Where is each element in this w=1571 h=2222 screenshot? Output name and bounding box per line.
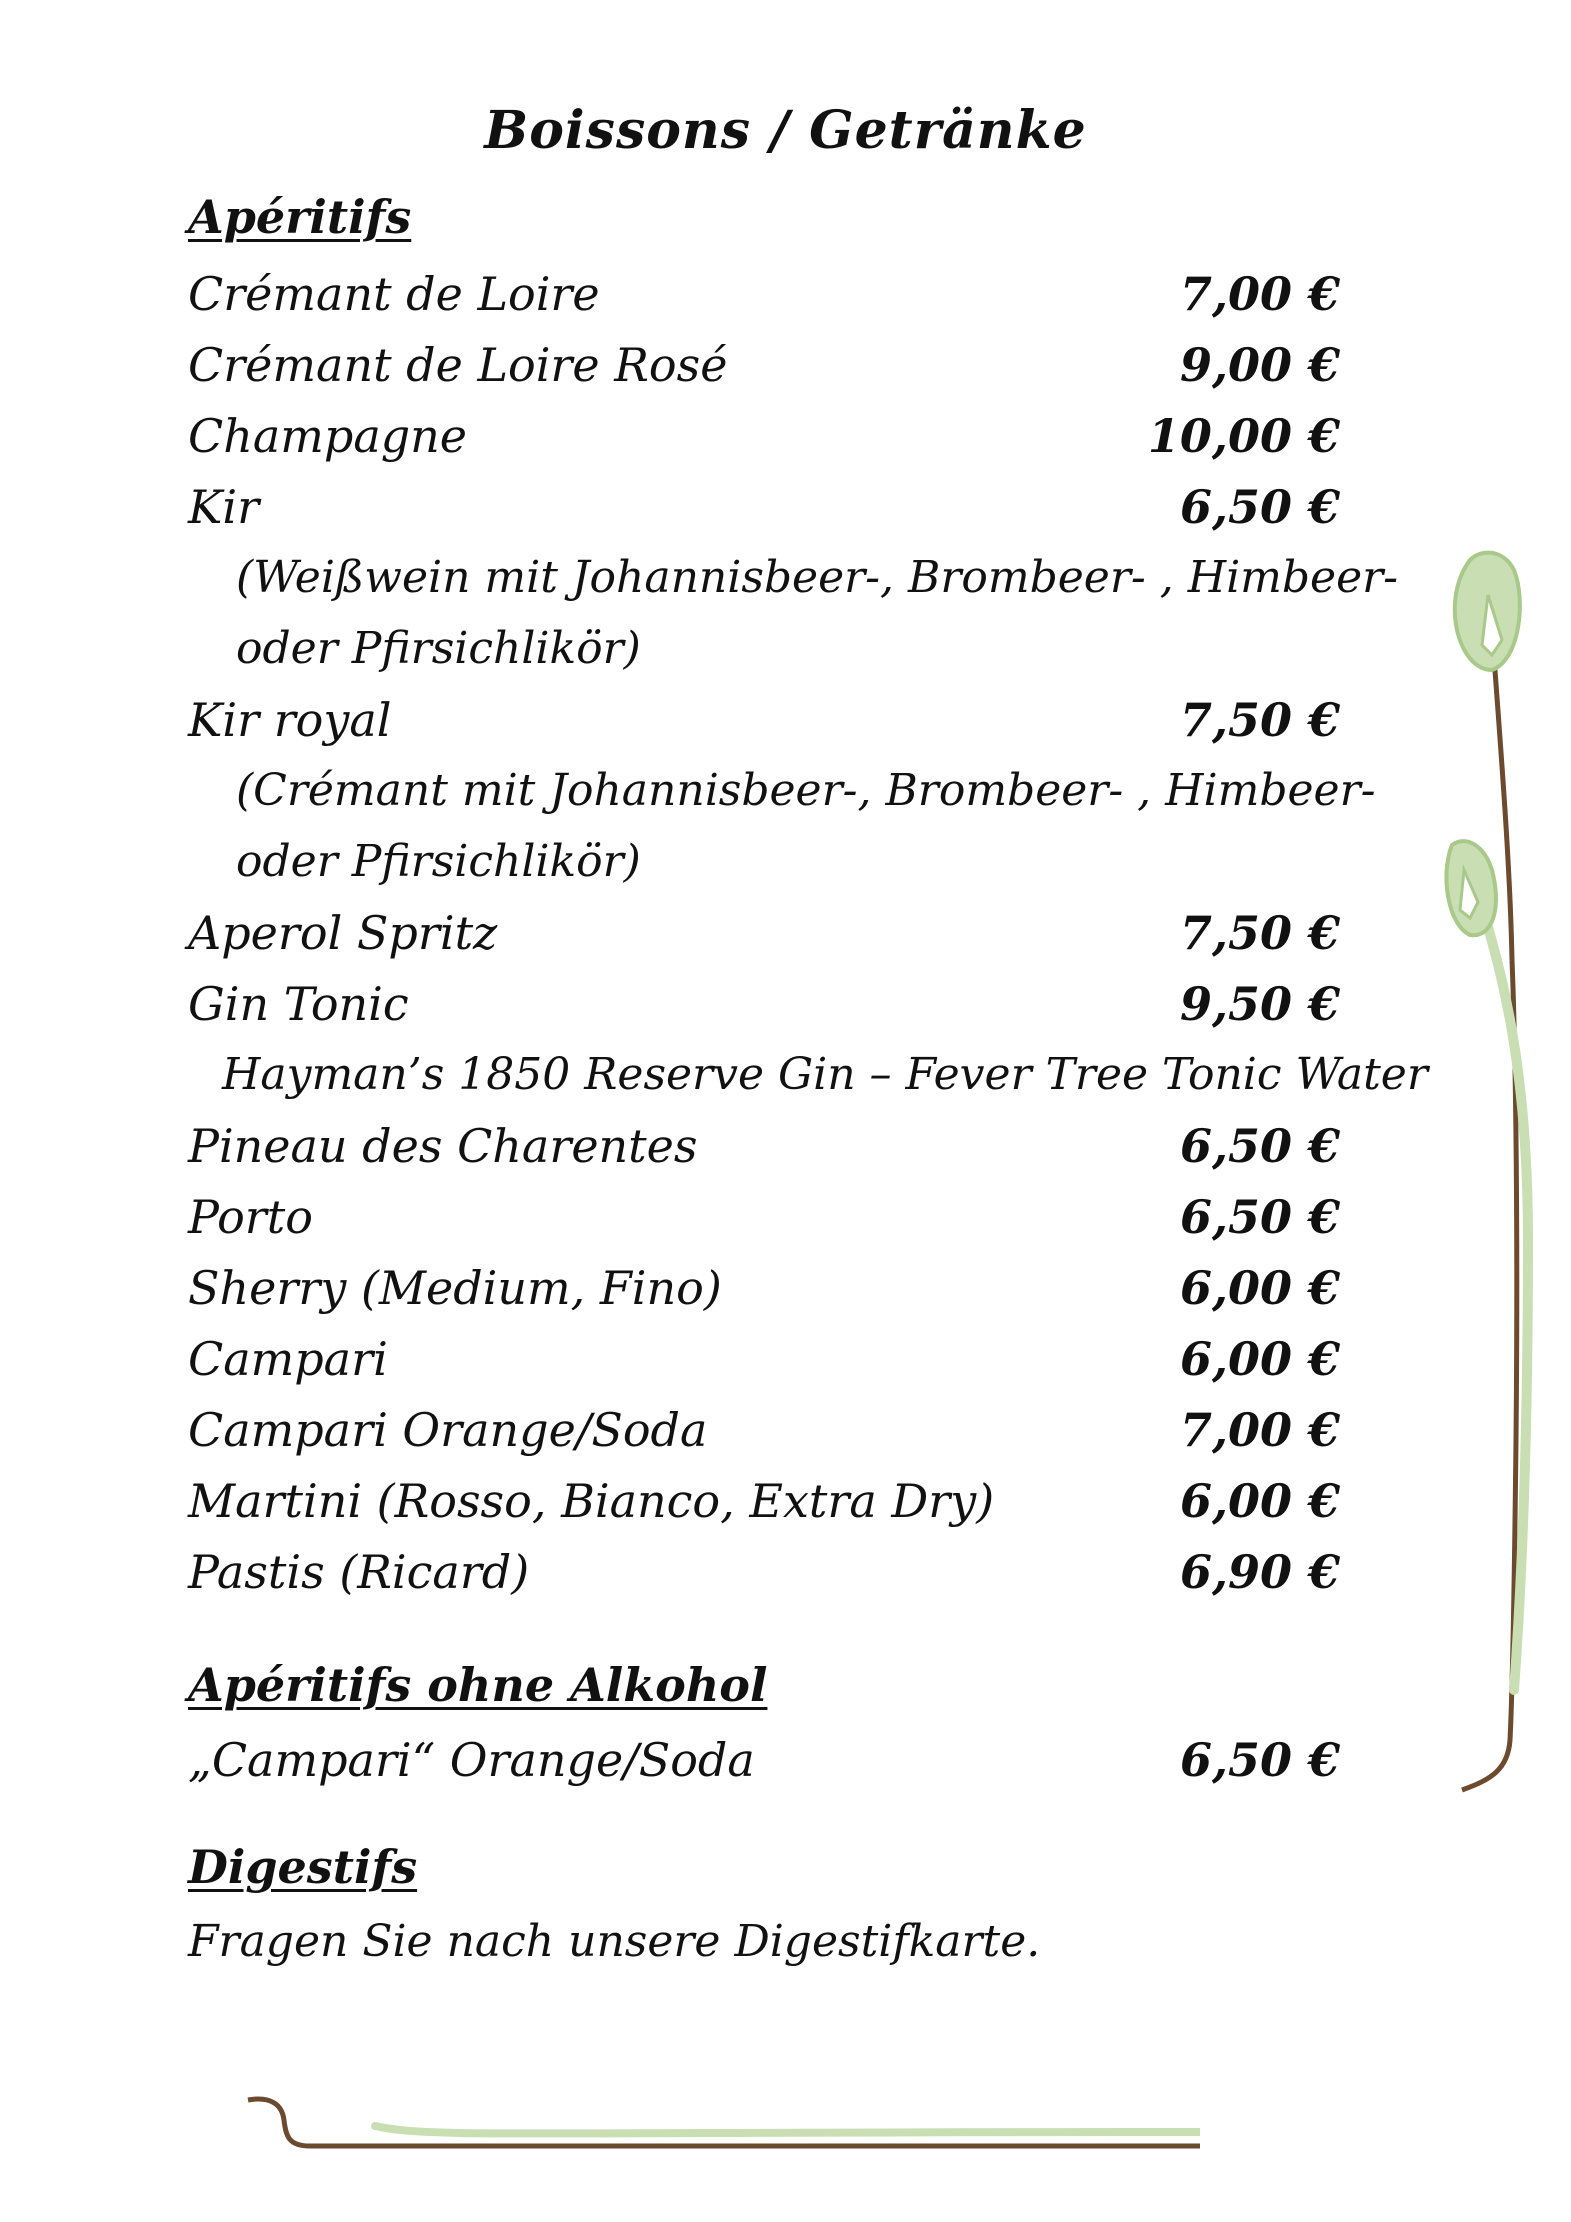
leaf-bud-icon	[1455, 553, 1520, 670]
item-name: Sherry (Medium, Fino)	[188, 1261, 722, 1315]
menu-item	[188, 1728, 1340, 1792]
item-name: Pastis (Ricard)	[188, 1545, 530, 1599]
item-name: Campari	[188, 1332, 388, 1386]
menu-item	[188, 333, 1340, 397]
menu-item	[188, 1327, 1340, 1391]
item-name: Gin Tonic	[188, 977, 409, 1031]
item-name: Martini (Rosso, Bianco, Extra Dry)	[188, 1474, 995, 1528]
menu-item	[188, 404, 1340, 468]
item-name: Pineau des Charentes	[188, 1119, 698, 1173]
menu-item	[188, 1469, 1340, 1533]
item-price: 6,50 €	[1179, 1119, 1340, 1173]
digestif-note: Fragen Sie nach unsere Digestifkarte.	[188, 1916, 1041, 1967]
menu-item	[188, 1114, 1340, 1178]
item-description: oder Pfirsichlikör)	[236, 836, 641, 887]
item-price: 7,50 €	[1179, 906, 1340, 960]
page-title: Boissons / Getränke	[484, 100, 1087, 161]
item-price: 6,50 €	[1179, 1733, 1340, 1787]
item-price: 6,00 €	[1179, 1474, 1340, 1528]
item-price: 10,00 €	[1147, 409, 1340, 463]
menu-item	[188, 688, 1340, 752]
menu-item	[188, 475, 1340, 539]
item-name: Kir royal	[188, 693, 392, 747]
item-name: Crémant de Loire Rosé	[188, 338, 728, 392]
item-description: oder Pfirsichlikör)	[236, 623, 641, 674]
item-name: Champagne	[188, 409, 468, 463]
item-name: „Campari“ Orange/Soda	[188, 1733, 755, 1787]
plant-decoration-right	[1430, 540, 1571, 1820]
item-price: 7,00 €	[1179, 267, 1340, 321]
menu-item	[188, 1398, 1340, 1462]
item-price: 7,50 €	[1179, 693, 1340, 747]
menu-item	[188, 972, 1340, 1036]
section-heading-digestifs: Digestifs	[188, 1840, 418, 1894]
item-description: Hayman’s 1850 Reserve Gin – Fever Tree Tonic Water	[222, 1049, 1428, 1100]
item-price: 6,00 €	[1179, 1332, 1340, 1386]
section-heading-aperitifs: Apéritifs	[188, 190, 412, 244]
item-price: 7,00 €	[1179, 1403, 1340, 1457]
item-price: 9,50 €	[1179, 977, 1340, 1031]
leaf-bud-icon	[1446, 841, 1495, 935]
item-description: (Weißwein mit Johannisbeer-, Brombeer- , Himbeer-	[236, 552, 1399, 603]
item-name: Crémant de Loire	[188, 267, 600, 321]
item-price: 9,00 €	[1179, 338, 1340, 392]
menu-item	[188, 1540, 1340, 1604]
item-name: Aperol Spritz	[188, 906, 498, 960]
section-heading-non-alcoholic: Apéritifs ohne Alkohol	[188, 1658, 768, 1712]
menu-item	[188, 262, 1340, 326]
menu-item	[188, 901, 1340, 965]
menu-item	[188, 1185, 1340, 1249]
item-name: Campari Orange/Soda	[188, 1403, 708, 1457]
item-description: (Crémant mit Johannisbeer-, Brombeer- , Himbeer-	[236, 765, 1376, 816]
item-name: Kir	[188, 480, 260, 534]
item-price: 6,90 €	[1179, 1545, 1340, 1599]
stem-decoration-bottom	[240, 2080, 1200, 2160]
item-name: Porto	[188, 1190, 313, 1244]
item-price: 6,00 €	[1179, 1261, 1340, 1315]
menu-item	[188, 1256, 1340, 1320]
item-price: 6,50 €	[1179, 480, 1340, 534]
item-price: 6,50 €	[1179, 1190, 1340, 1244]
